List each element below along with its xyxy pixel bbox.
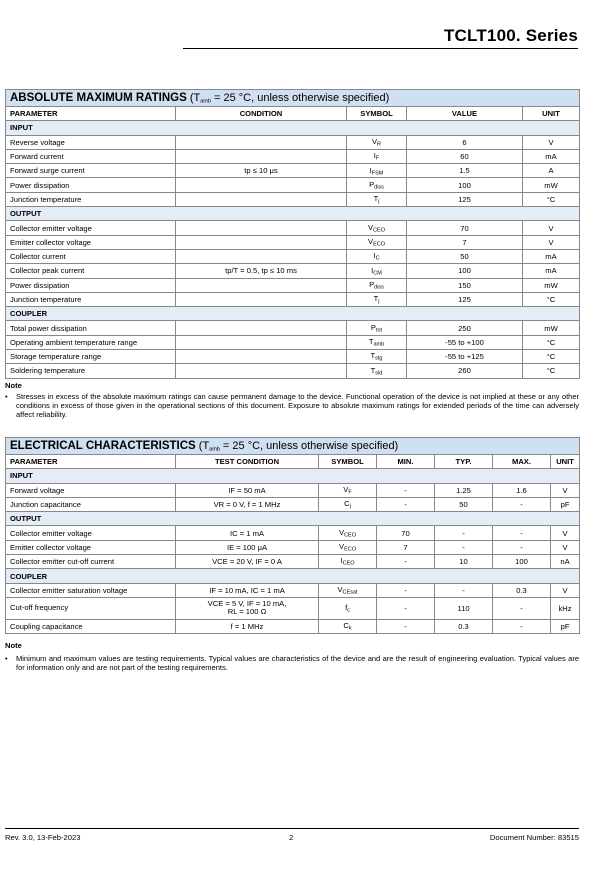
amr-note: [5, 392, 579, 420]
col-header-typ: TYP.: [435, 455, 493, 469]
symbol-base: T: [373, 194, 379, 204]
header-rule: [183, 48, 578, 49]
symbol-base: V: [339, 527, 345, 537]
symbol-subscript: c: [347, 607, 350, 614]
max-cell: -: [493, 540, 551, 554]
symbol-base: T: [370, 365, 376, 375]
table-row: [6, 221, 580, 235]
value-cell: 50: [407, 249, 523, 263]
col-header-parameter: PARAMETER: [6, 107, 176, 121]
min-cell: 70: [377, 526, 435, 540]
condition-cell: tp ≤ 10 μs: [176, 164, 347, 178]
condition-cell: tp/T = 0.5, tp ≤ 10 ms: [176, 264, 347, 278]
ec-title: ELECTRICAL CHARACTERISTICS ($T_{amb} = 25$ °C, unless otherwise specified): [6, 438, 580, 455]
symbol-subscript: diss: [374, 184, 384, 191]
col-header-max: MAX.: [493, 455, 551, 469]
parameter-cell: Collector emitter voltage: [6, 526, 176, 540]
parameter-cell: Collector emitter cut-off current: [6, 555, 176, 569]
min-cell: -: [377, 483, 435, 497]
condition-cell: [176, 235, 347, 249]
condition-cell: [176, 249, 347, 263]
value-cell: -55 to +125: [407, 350, 523, 364]
parameter-cell: Emitter collector voltage: [6, 540, 176, 554]
electrical-characteristics-table: [5, 437, 580, 634]
symbol-base: P: [370, 322, 376, 332]
symbol-subscript: tot: [375, 327, 383, 334]
unit-cell: kHz: [551, 597, 580, 619]
symbol-cell: [319, 583, 377, 597]
col-header-parameter: PARAMETER: [6, 455, 176, 469]
value-cell: 125: [407, 292, 523, 306]
parameter-cell: Collector emitter saturation voltage: [6, 583, 176, 597]
symbol-subscript: F: [348, 489, 352, 496]
symbol-base: I: [371, 265, 374, 275]
bullet-icon: •: [5, 654, 8, 663]
unit-cell: mA: [523, 149, 580, 163]
symbol-cell: [347, 264, 407, 278]
parameter-cell: Coupling capacitance: [6, 619, 176, 633]
condition-cell: [176, 364, 347, 378]
condition-cell: [176, 149, 347, 163]
symbol-base: I: [373, 151, 376, 161]
col-header-condition: CONDITION: [176, 107, 347, 121]
section-row: [6, 207, 580, 221]
condition-cell: VR = 0 V, f = 1 MHz: [176, 497, 319, 511]
symbol-base: V: [371, 136, 378, 146]
min-cell: -: [377, 583, 435, 597]
symbol-subscript: C: [375, 255, 380, 262]
unit-cell: pF: [551, 497, 580, 511]
value-cell: -55 to +100: [407, 335, 523, 349]
symbol-subscript: CEO: [342, 560, 355, 567]
parameter-cell: Junction temperature: [6, 292, 176, 306]
footer-revision: Rev. 3.0, 13-Feb-2023: [5, 833, 81, 842]
value-cell: 60: [407, 149, 523, 163]
unit-cell: mW: [523, 321, 580, 335]
symbol-cell: [347, 164, 407, 178]
table-row: [6, 135, 580, 149]
table-row: [6, 555, 580, 569]
symbol-cell: [347, 292, 407, 306]
typ-cell: 1.25: [435, 483, 493, 497]
max-cell: -: [493, 526, 551, 540]
unit-cell: °C: [523, 350, 580, 364]
symbol-base: C: [344, 499, 350, 509]
table-row: [6, 321, 580, 335]
unit-cell: V: [551, 583, 580, 597]
unit-cell: °C: [523, 335, 580, 349]
symbol-base: C: [343, 621, 349, 631]
section-label: INPUT: [6, 469, 580, 483]
section-label: INPUT: [6, 121, 580, 135]
symbol-subscript: F: [375, 155, 380, 162]
value-cell: 260: [407, 364, 523, 378]
symbol-cell: [347, 249, 407, 263]
typ-cell: -: [435, 540, 493, 554]
unit-cell: V: [523, 235, 580, 249]
parameter-cell: Power dissipation: [6, 178, 176, 192]
amr-title: ABSOLUTE MAXIMUM RATINGS ($T_{amb} = 25$ °C, unless otherwise specified): [6, 90, 580, 107]
ec-note: [5, 654, 579, 672]
unit-cell: °C: [523, 292, 580, 306]
condition-cell: IF = 50 mA: [176, 483, 319, 497]
symbol-base: P: [369, 179, 375, 189]
table-row: [6, 364, 580, 378]
condition-cell: [176, 178, 347, 192]
col-header-unit: UNIT: [551, 455, 580, 469]
typ-cell: 110: [435, 597, 493, 619]
symbol-cell: [347, 335, 407, 349]
symbol-subscript: j: [349, 503, 351, 510]
bullet-icon: •: [5, 392, 8, 401]
symbol-base: P: [369, 279, 375, 289]
symbol-subscript: R: [377, 141, 382, 148]
symbol-subscript: stg: [375, 355, 383, 362]
parameter-cell: Emitter collector voltage: [6, 235, 176, 249]
parameter-cell: Cut-off frequency: [6, 597, 176, 619]
symbol-cell: [347, 235, 407, 249]
section-row: [6, 121, 580, 135]
min-cell: -: [377, 497, 435, 511]
value-cell: 100: [407, 178, 523, 192]
symbol-base: I: [373, 251, 376, 261]
table-row: [6, 583, 580, 597]
symbol-subscript: CEO: [373, 227, 385, 234]
table-row: [6, 292, 580, 306]
parameter-cell: Soldering temperature: [6, 364, 176, 378]
condition-cell: [176, 292, 347, 306]
condition-line-2: RL = 100 Ω: [227, 607, 267, 617]
symbol-cell: [319, 555, 377, 569]
typ-cell: 50: [435, 497, 493, 511]
parameter-cell: Collector emitter voltage: [6, 221, 176, 235]
max-cell: 100: [493, 555, 551, 569]
symbol-base: T: [368, 337, 374, 347]
symbol-cell: [319, 540, 377, 554]
symbol-base: T: [373, 294, 379, 304]
symbol-base: V: [368, 222, 374, 232]
symbol-cell: [319, 497, 377, 511]
table-row: [6, 278, 580, 292]
symbol-cell: [347, 221, 407, 235]
footer-rule: [5, 828, 579, 829]
unit-cell: °C: [523, 192, 580, 206]
condition-cell: [176, 192, 347, 206]
symbol-subscript: sld: [375, 370, 383, 377]
table-row: [6, 178, 580, 192]
symbol-base: V: [343, 484, 349, 494]
symbol-base: I: [369, 165, 372, 175]
amr-header-row: [6, 107, 580, 121]
min-cell: -: [377, 555, 435, 569]
typ-cell: -: [435, 526, 493, 540]
col-header-test-condition: TEST CONDITION: [176, 455, 319, 469]
unit-cell: A: [523, 164, 580, 178]
amr-note-title: Note: [5, 381, 22, 390]
parameter-cell: Collector peak current: [6, 264, 176, 278]
symbol-cell: [319, 526, 377, 540]
condition-cell: VCE = 20 V, IF = 0 A: [176, 555, 319, 569]
symbol-cell: [319, 597, 377, 619]
symbol-cell: [347, 350, 407, 364]
page-header-title: TCLT100. Series: [443, 26, 578, 45]
value-cell: 100: [407, 264, 523, 278]
symbol-subscript: j: [378, 298, 380, 305]
condition-cell: [176, 135, 347, 149]
table-row: [6, 350, 580, 364]
parameter-cell: Forward surge current: [6, 164, 176, 178]
symbol-cell: [347, 278, 407, 292]
ec-note-text: Minimum and maximum values are testing requirements. Typical values are characteristics of the device and are the result of engineering evaluation. Typical values are for information only and are not part of the testing requirements.: [16, 654, 579, 673]
symbol-cell: [347, 364, 407, 378]
amr-table-wrapper: [5, 89, 580, 379]
unit-cell: V: [523, 221, 580, 235]
symbol-cell: [347, 192, 407, 206]
unit-cell: V: [551, 483, 580, 497]
section-label: COUPLER: [6, 569, 580, 583]
unit-cell: mA: [523, 249, 580, 263]
min-cell: -: [377, 597, 435, 619]
unit-cell: mW: [523, 278, 580, 292]
max-cell: 1.6: [493, 483, 551, 497]
symbol-base: V: [339, 542, 345, 552]
value-cell: 6: [407, 135, 523, 149]
parameter-cell: Junction temperature: [6, 192, 176, 206]
value-cell: 70: [407, 221, 523, 235]
parameter-cell: Forward current: [6, 149, 176, 163]
footer-document-number: Document Number: 83515: [489, 833, 579, 842]
parameter-cell: Junction capacitance: [6, 497, 176, 511]
ec-table-wrapper: [5, 437, 580, 634]
col-header-symbol: SYMBOL: [347, 107, 407, 121]
col-header-symbol: SYMBOL: [319, 455, 377, 469]
symbol-cell: [347, 149, 407, 163]
ec-note-title: Note: [5, 641, 22, 650]
condition-cell: IF = 10 mA, IC = 1 mA: [176, 583, 319, 597]
symbol-subscript: j: [378, 198, 380, 205]
section-label: OUTPUT: [6, 207, 580, 221]
table-row: [6, 597, 580, 619]
unit-cell: pF: [551, 619, 580, 633]
table-row: [6, 235, 580, 249]
symbol-subscript: ECO: [344, 546, 356, 553]
table-row: [6, 335, 580, 349]
parameter-cell: Storage temperature range: [6, 350, 176, 364]
max-cell: -: [493, 619, 551, 633]
condition-cell: [176, 597, 319, 619]
symbol-cell: [347, 321, 407, 335]
parameter-cell: Power dissipation: [6, 278, 176, 292]
section-row: [6, 512, 580, 526]
symbol-subscript: CEO: [344, 532, 356, 539]
symbol-base: I: [340, 556, 343, 566]
parameter-cell: Operating ambient temperature range: [6, 335, 176, 349]
parameter-cell: Forward voltage: [6, 483, 176, 497]
condition-cell: IE = 100 μA: [176, 540, 319, 554]
symbol-cell: [347, 135, 407, 149]
typ-cell: 0.3: [435, 619, 493, 633]
col-header-value: VALUE: [407, 107, 523, 121]
typ-cell: 10: [435, 555, 493, 569]
table-row: [6, 164, 580, 178]
table-row: [6, 619, 580, 633]
typ-cell: -: [435, 583, 493, 597]
unit-cell: mW: [523, 178, 580, 192]
unit-cell: nA: [551, 555, 580, 569]
symbol-subscript: k: [348, 625, 352, 632]
parameter-cell: Total power dissipation: [6, 321, 176, 335]
symbol-subscript: ECO: [373, 241, 385, 248]
symbol-subscript: amb: [373, 341, 385, 348]
condition-line-1: VCE = 5 V, IF = 10 mA,: [207, 598, 287, 608]
value-cell: 125: [407, 192, 523, 206]
symbol-cell: [319, 483, 377, 497]
parameter-cell: Collector current: [6, 249, 176, 263]
section-label: COUPLER: [6, 307, 580, 321]
symbol-base: V: [368, 237, 374, 247]
value-cell: 150: [407, 278, 523, 292]
symbol-base: V: [337, 585, 343, 595]
condition-cell: [176, 350, 347, 364]
value-cell: 1.5: [407, 164, 523, 178]
table-row: [6, 192, 580, 206]
section-row: [6, 569, 580, 583]
symbol-subscript: CEsat: [342, 589, 358, 596]
value-cell: 7: [407, 235, 523, 249]
parameter-cell: Reverse voltage: [6, 135, 176, 149]
table-row: [6, 540, 580, 554]
max-cell: -: [493, 597, 551, 619]
unit-cell: V: [523, 135, 580, 149]
col-header-min: MIN.: [377, 455, 435, 469]
symbol-subscript: diss: [374, 284, 384, 291]
table-row: [6, 149, 580, 163]
table-row: [6, 526, 580, 540]
unit-cell: °C: [523, 364, 580, 378]
amr-note-text: Stresses in excess of the absolute maximum ratings can cause permanent damage to the device. Functional operation of the device is not implied at these or any other conditions in excess of those given in the operational sections of this document. Exposure to absolute maximum ratings for extended periods of the time can adversely affect reliability.: [16, 392, 579, 420]
max-cell: -: [493, 497, 551, 511]
col-header-unit: UNIT: [523, 107, 580, 121]
symbol-base: f: [345, 603, 348, 613]
min-cell: 7: [377, 540, 435, 554]
max-cell: 0.3: [493, 583, 551, 597]
table-row: [6, 483, 580, 497]
symbol-subscript: CM: [373, 270, 382, 277]
section-row: [6, 307, 580, 321]
symbol-base: T: [370, 351, 376, 361]
table-row: [6, 264, 580, 278]
absolute-maximum-ratings-table: [5, 89, 580, 379]
ec-header-row: [6, 455, 580, 469]
value-cell: 250: [407, 321, 523, 335]
symbol-subscript: FSM: [371, 170, 384, 177]
condition-cell: [176, 278, 347, 292]
section-row: [6, 469, 580, 483]
table-row: [6, 497, 580, 511]
condition-cell: IC = 1 mA: [176, 526, 319, 540]
symbol-cell: [319, 619, 377, 633]
condition-cell: f = 1 MHz: [176, 619, 319, 633]
symbol-cell: [347, 178, 407, 192]
condition-cell: [176, 221, 347, 235]
table-row: [6, 249, 580, 263]
footer-page-number: 2: [289, 833, 294, 842]
unit-cell: V: [551, 540, 580, 554]
section-label: OUTPUT: [6, 512, 580, 526]
unit-cell: mA: [523, 264, 580, 278]
min-cell: -: [377, 619, 435, 633]
unit-cell: V: [551, 526, 580, 540]
condition-cell: [176, 335, 347, 349]
condition-cell: [176, 321, 347, 335]
